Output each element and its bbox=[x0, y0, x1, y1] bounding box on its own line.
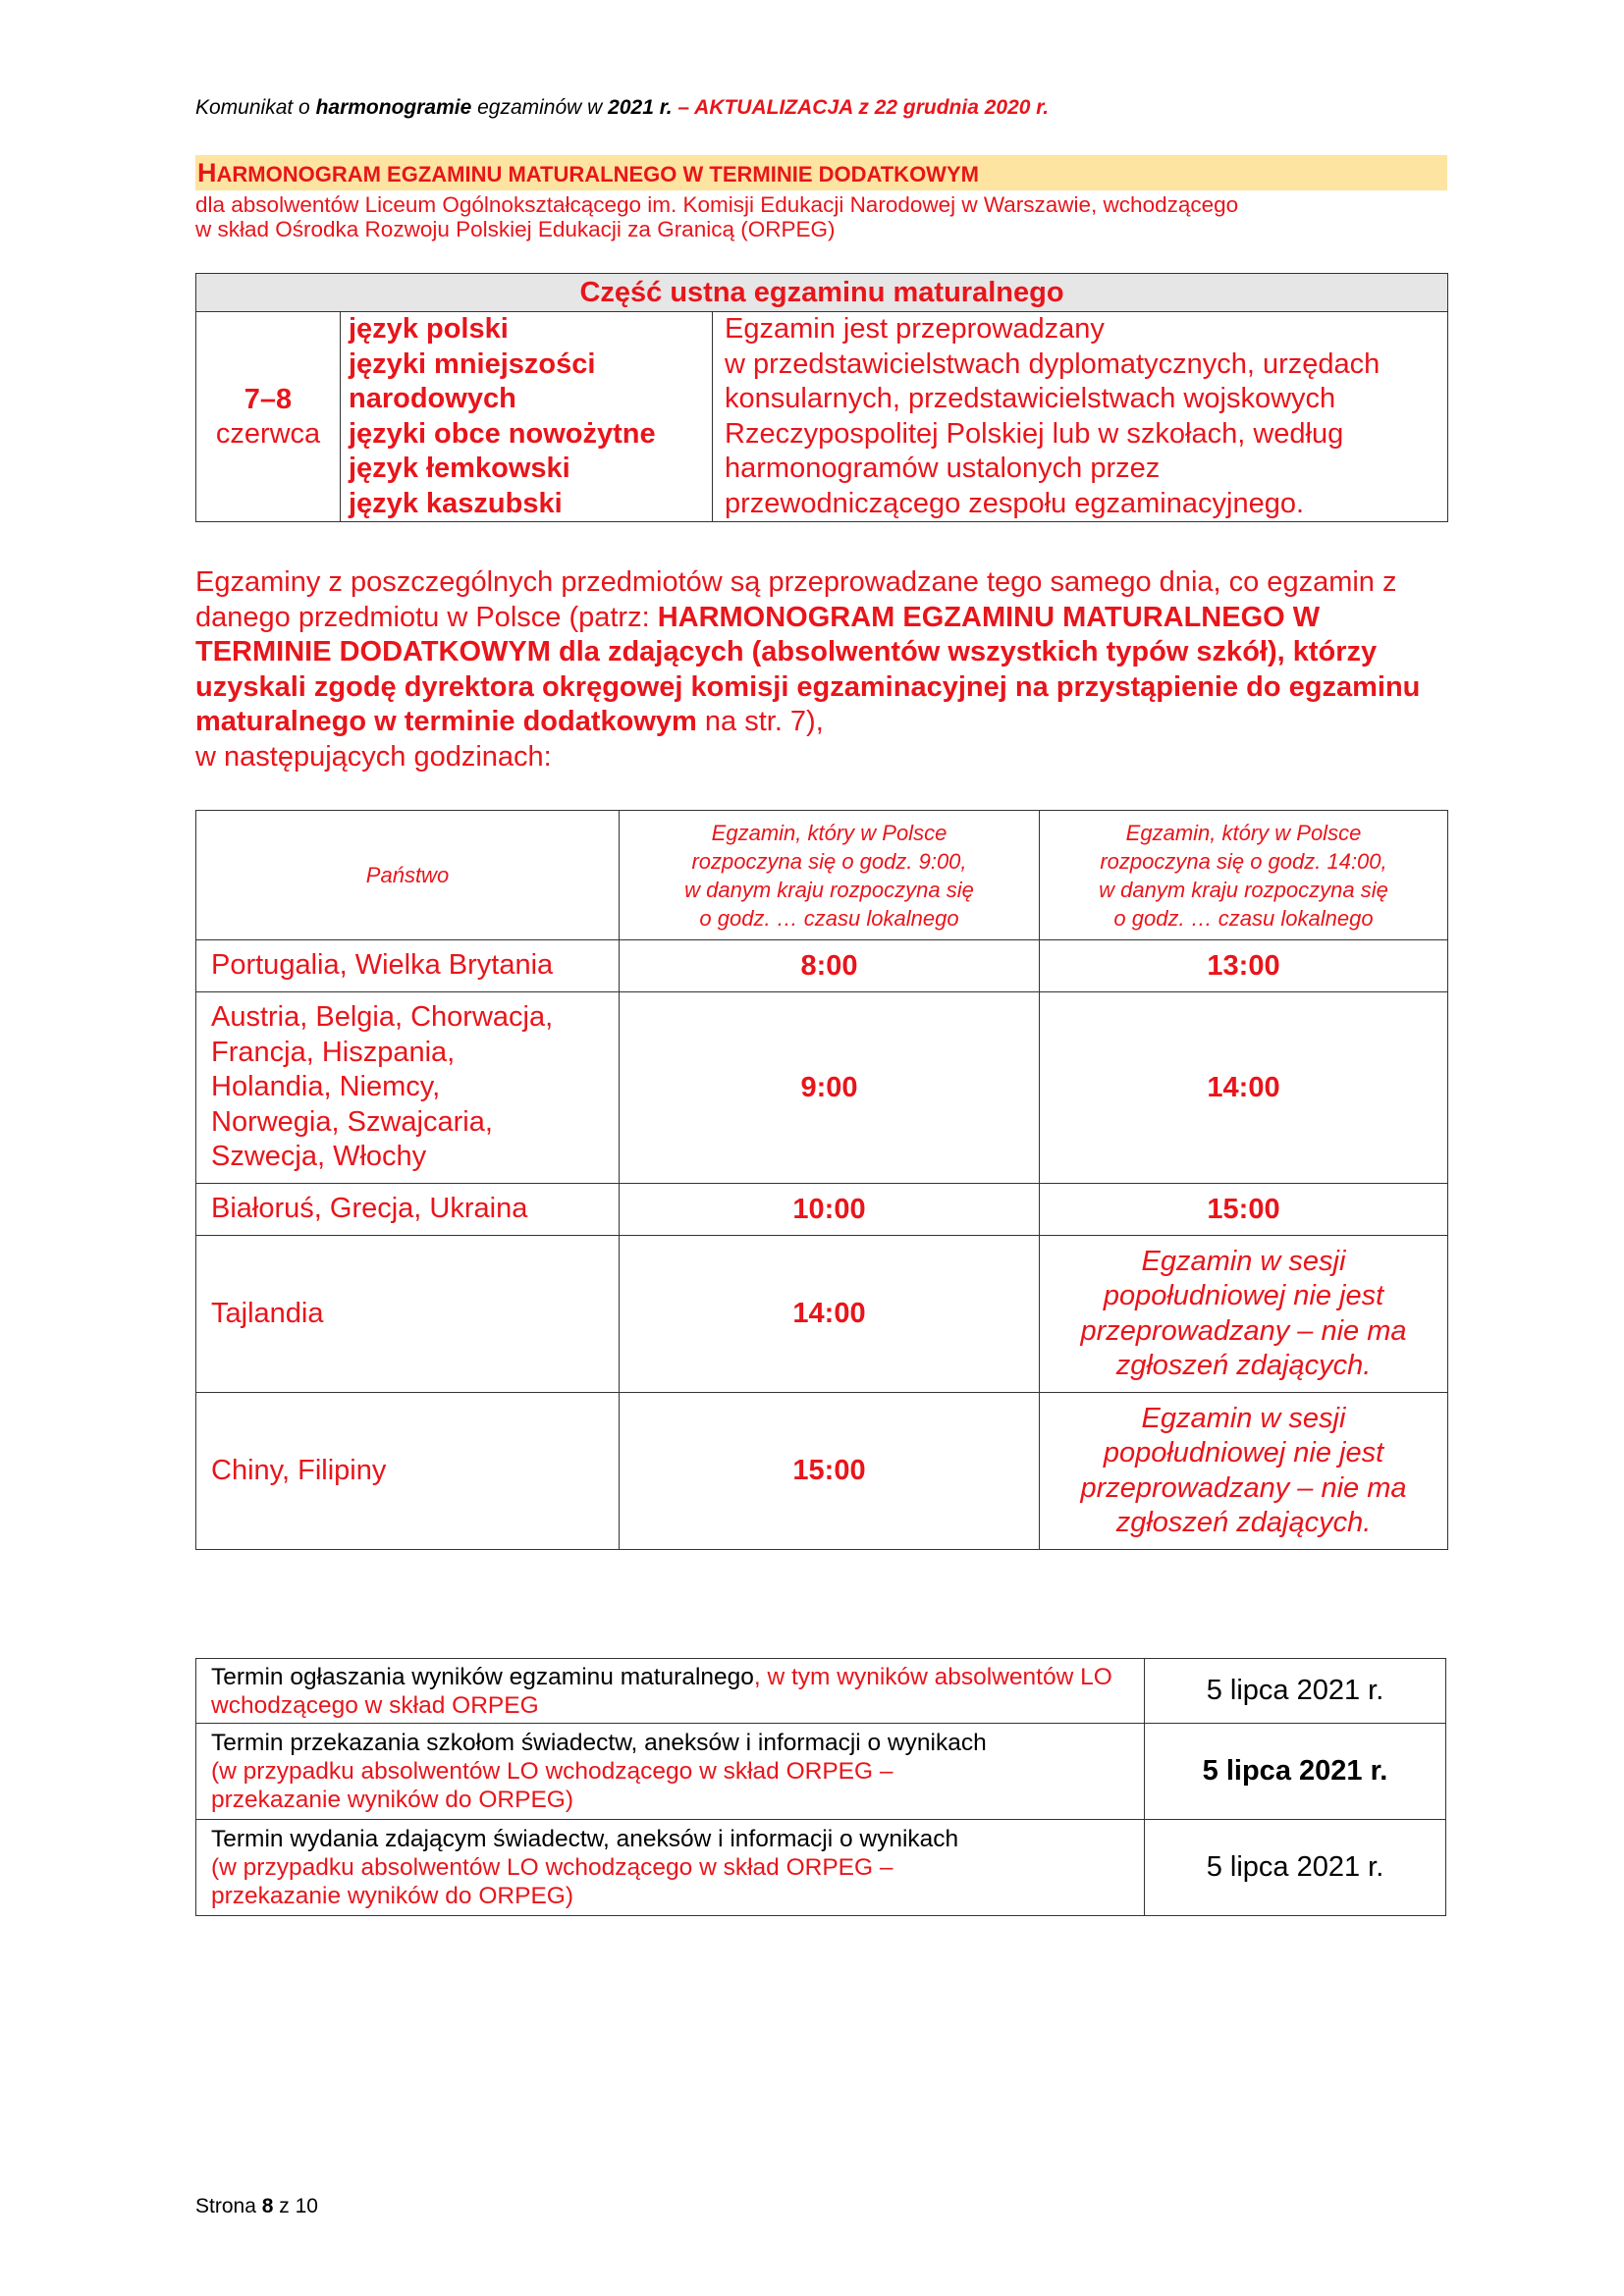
info-line: przewodniczącego zespołu egzaminacyjnego. bbox=[725, 487, 1305, 519]
subject-item: język kaszubski bbox=[349, 487, 563, 519]
note-line: przeprowadzany – nie ma bbox=[1080, 1314, 1407, 1347]
country-line: Tajlandia bbox=[211, 1297, 324, 1329]
section-title-initial: H bbox=[197, 158, 217, 187]
table-row bbox=[196, 1820, 1446, 1916]
page-number: 8 bbox=[261, 2195, 274, 2217]
header-year: 2021 r. bbox=[608, 96, 673, 119]
header-morning bbox=[620, 811, 1040, 940]
description-note: (w przypadku absolwentów LO wchodzącego w skład ORPEG – przekazanie wyników do ORPEG) bbox=[211, 1854, 893, 1909]
note-line: Egzamin w sesji bbox=[1141, 1402, 1346, 1434]
table-row bbox=[196, 1659, 1446, 1724]
oral-date-days: 7–8 bbox=[244, 383, 293, 415]
paragraph-text: Egzaminy z poszczególnych przedmiotów są przeprowadzane tego samego dnia, co egzamin z danego przedmiotu w Polsce (patrz: bbox=[195, 566, 1397, 633]
header-line: w danym kraju rozpoczyna się bbox=[1099, 877, 1388, 902]
results-date: 5 lipca 2021 r. bbox=[1145, 1724, 1446, 1820]
oral-exam-subjects bbox=[341, 312, 713, 522]
country-cell bbox=[196, 1393, 620, 1550]
results-date: 5 lipca 2021 r. bbox=[1145, 1820, 1446, 1916]
oral-exam-date bbox=[196, 312, 341, 522]
paragraph-text: na str. 7), bbox=[696, 706, 824, 737]
footer-text: Strona bbox=[195, 2195, 262, 2217]
paragraph-reference: HARMONOGRAM EGZAMINU MATURALNEGO W TERMINIE DODATKOWYM dla zdających (absolwentów wszystkich typów szkół), którzy uzyskali zgodę dyrektora okręgowej komisji egzaminacyjnej na przystąpienie do egzaminu maturalnego w terminie dodatkowym bbox=[195, 601, 1421, 737]
results-description bbox=[196, 1724, 1145, 1820]
results-description bbox=[196, 1820, 1145, 1916]
subject-item: język łemkowski bbox=[349, 453, 570, 484]
country-line: Chiny, Filipiny bbox=[211, 1454, 387, 1486]
morning-time: 8:00 bbox=[620, 940, 1040, 992]
header-text-bold: harmonogramie bbox=[315, 96, 472, 119]
country-line: Portugalia, Wielka Brytania bbox=[211, 949, 554, 982]
results-description bbox=[196, 1659, 1145, 1724]
morning-time: 14:00 bbox=[620, 1236, 1040, 1393]
info-line: konsularnych, przedstawicielstwach wojskowych bbox=[725, 383, 1336, 414]
section-title-rest: ARMONOGRAM EGZAMINU MATURALNEGO W TERMINIE DODATKOWYM bbox=[216, 162, 979, 187]
description-text: Termin wydania zdającym świadectw, aneksów i informacji o wynikach bbox=[211, 1826, 959, 1852]
results-dates-table bbox=[195, 1658, 1446, 1916]
paragraph-text: w następujących godzinach: bbox=[195, 740, 552, 773]
page-header bbox=[195, 96, 1049, 120]
subject-item: języki obce nowożytne bbox=[349, 417, 656, 450]
header-line: rozpoczyna się o godz. 14:00, bbox=[1100, 848, 1387, 874]
country-cell bbox=[196, 940, 620, 992]
subtitle-line: dla absolwentów Liceum Ogólnokształcącego im. Komisji Edukacji Narodowej w Warszawie, wchodzącego bbox=[195, 192, 1239, 217]
header-country bbox=[196, 811, 620, 940]
country-line: Holandia, Niemcy, bbox=[211, 1071, 441, 1103]
header-line: Egzamin, który w Polsce bbox=[711, 820, 947, 845]
table-row bbox=[196, 1724, 1446, 1820]
description-text: Termin przekazania szkołom świadectw, aneksów i informacji o wynikach bbox=[211, 1730, 987, 1756]
note-line: Egzamin w sesji bbox=[1141, 1245, 1346, 1277]
oral-date-month: czerwca bbox=[215, 417, 321, 450]
country-line: Norwegia, Szwajcaria, bbox=[211, 1105, 493, 1138]
afternoon-note bbox=[1040, 1236, 1448, 1393]
description-note: (w przypadku absolwentów LO wchodzącego w skład ORPEG – przekazanie wyników do ORPEG) bbox=[211, 1758, 893, 1813]
afternoon-time: 13:00 bbox=[1040, 940, 1448, 992]
table-row bbox=[196, 992, 1448, 1184]
section-subtitle bbox=[195, 192, 1238, 241]
subject-item: narodowych bbox=[349, 383, 516, 414]
page-footer bbox=[195, 2195, 318, 2218]
table-row bbox=[196, 940, 1448, 992]
note-line: zgłoszeń zdających. bbox=[1115, 1507, 1372, 1538]
table-row bbox=[196, 1236, 1448, 1393]
subtitle-line: w skład Ośrodka Rozwoju Polskiej Edukacji za Granicą (ORPEG) bbox=[195, 217, 836, 241]
description-text: Termin ogłaszania wyników egzaminu maturalnego bbox=[211, 1663, 754, 1690]
note-line: zgłoszeń zdających. bbox=[1115, 1350, 1372, 1381]
header-update: – AKTUALIZACJA z 22 grudnia 2020 r. bbox=[672, 96, 1050, 119]
page-total: 10 bbox=[295, 2195, 318, 2217]
country-line: Białoruś, Grecja, Ukraina bbox=[211, 1193, 528, 1225]
description-note: , w tym wyników absolwentów LO wchodzącego w skład ORPEG bbox=[211, 1663, 1112, 1719]
section-title bbox=[195, 155, 1447, 190]
info-line: Rzeczypospolitej Polskiej lub w szkołach, według bbox=[725, 417, 1344, 450]
oral-exam-heading: Część ustna egzaminu maturalnego bbox=[196, 274, 1448, 312]
info-line: harmonogramów ustalonych przez bbox=[725, 453, 1161, 484]
country-line: Austria, Belgia, Chorwacja, bbox=[211, 1001, 554, 1034]
oral-exam-table bbox=[195, 273, 1448, 522]
header-line: rozpoczyna się o godz. 9:00, bbox=[691, 848, 967, 874]
header-line: o godz. … czasu lokalnego bbox=[1113, 905, 1374, 931]
subject-item: języki mniejszości bbox=[349, 347, 596, 380]
morning-time: 15:00 bbox=[620, 1393, 1040, 1550]
info-line: Egzamin jest przeprowadzany bbox=[725, 313, 1105, 345]
afternoon-note bbox=[1040, 1393, 1448, 1550]
header-line: o godz. … czasu lokalnego bbox=[699, 905, 959, 931]
afternoon-time: 14:00 bbox=[1040, 992, 1448, 1184]
note-line: przeprowadzany – nie ma bbox=[1080, 1471, 1407, 1504]
results-date: 5 lipca 2021 r. bbox=[1145, 1659, 1446, 1724]
oral-exam-info bbox=[713, 312, 1448, 522]
morning-time: 9:00 bbox=[620, 992, 1040, 1184]
morning-time: 10:00 bbox=[620, 1184, 1040, 1236]
country-cell bbox=[196, 1236, 620, 1393]
table-header-row bbox=[196, 811, 1448, 940]
schedule-paragraph bbox=[195, 565, 1462, 774]
info-line: w przedstawicielstwach dyplomatycznych, urzędach bbox=[725, 347, 1380, 380]
table-row bbox=[196, 1184, 1448, 1236]
footer-text: z bbox=[273, 2195, 296, 2217]
afternoon-time: 15:00 bbox=[1040, 1184, 1448, 1236]
note-line: popołudniowej nie jest bbox=[1103, 1280, 1384, 1311]
header-line: w danym kraju rozpoczyna się bbox=[684, 877, 974, 902]
subject-item: język polski bbox=[349, 313, 509, 345]
country-line: Francja, Hiszpania, bbox=[211, 1036, 456, 1068]
header-text: egzaminów w bbox=[471, 96, 609, 119]
country-cell bbox=[196, 1184, 620, 1236]
header-afternoon bbox=[1040, 811, 1448, 940]
country-line: Szwecja, Włochy bbox=[211, 1141, 427, 1173]
header-text: Komunikat o bbox=[195, 96, 316, 119]
table-row bbox=[196, 1393, 1448, 1550]
header-line: Egzamin, który w Polsce bbox=[1125, 820, 1362, 845]
header-label: Państwo bbox=[365, 863, 450, 887]
exam-times-table bbox=[195, 810, 1448, 1550]
note-line: popołudniowej nie jest bbox=[1103, 1437, 1384, 1468]
country-cell bbox=[196, 992, 620, 1184]
